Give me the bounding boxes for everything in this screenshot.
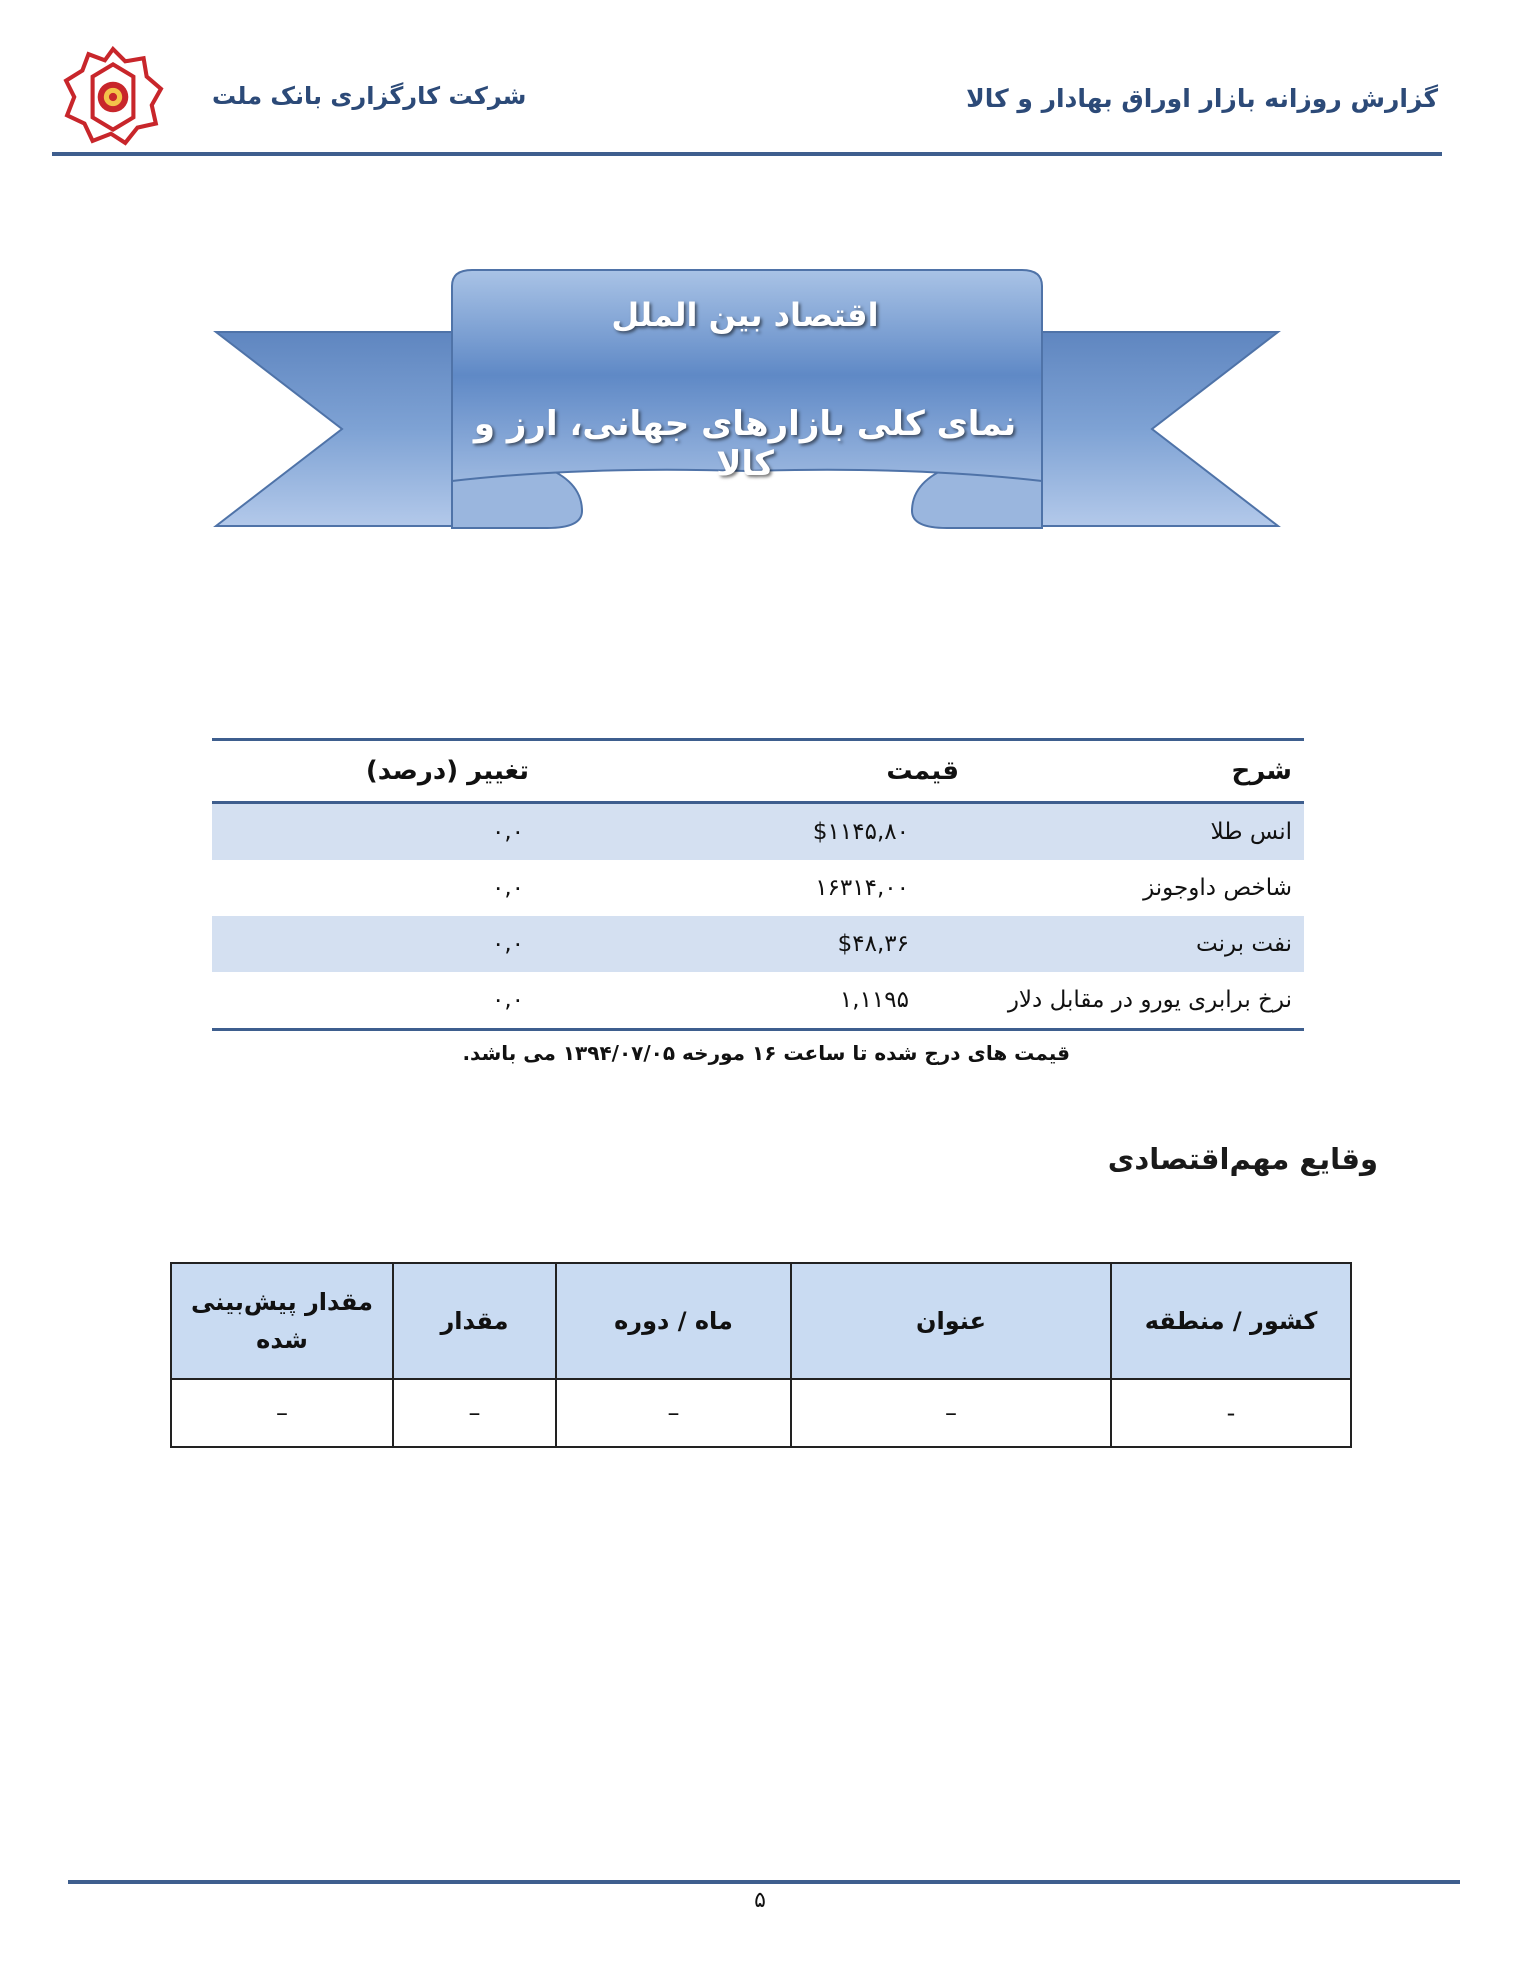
row-price: $۱۱۴۵,۸۰ [812,819,909,845]
price-note: قیمت های درج شده تا ساعت ۱۶ مورخه ۱۳۹۴/۰۷/۰۵ می باشد. [462,1041,1070,1065]
header-description: شرح [1231,756,1292,786]
header-change: تغییر (درصد) [365,756,529,786]
company-name: شرکت کارگزاری بانک ملت [212,82,527,110]
table-row [212,860,1304,916]
table-bottom-border [212,1028,1304,1031]
header-title: گزارش روزانه بازار اوراق بهادار و کالا [966,84,1438,113]
header-country: کشور / منطقه [1111,1263,1351,1379]
row-price: $۴۸,۳۶ [837,931,909,957]
header-rule [52,152,1442,156]
table-row [171,1379,1351,1447]
banner-title: اقتصاد بین الملل [611,296,879,334]
row-description: انس طلا [1210,819,1292,845]
events-title: وقایع مهم‌اقتصادی [1107,1142,1378,1176]
footer-rule [68,1880,1460,1884]
header-period: ماه / دوره [556,1263,791,1379]
page-number: ۵ [754,1888,766,1913]
row-change: ۰,۰ [491,987,524,1013]
table-row [212,804,1304,860]
row-change: ۰,۰ [491,875,524,901]
row-price: ۱,۱۱۹۵ [839,987,909,1013]
header-forecast: مقدار پیش‌بینی شده [171,1263,393,1379]
row-change: ۰,۰ [491,819,524,845]
events-table [170,1262,1352,1448]
row-change: ۰,۰ [491,931,524,957]
cell-subject: – [791,1379,1111,1447]
table-row [212,972,1304,1028]
markets-table [212,738,1304,1031]
company-logo [62,46,164,148]
row-description: نفت برنت [1195,931,1292,957]
row-description: نرخ برابری یورو در مقابل دلار [1007,987,1292,1013]
row-description: شاخص داوجونز [1143,875,1292,901]
header-subject: عنوان [791,1263,1111,1379]
table-row [212,916,1304,972]
header-amount: مقدار [393,1263,556,1379]
cell-amount: – [393,1379,556,1447]
header-price: قیمت [886,756,959,786]
row-price: ۱۶۳۱۴,۰۰ [815,875,909,901]
banner-subtitle: نمای کلی بازارهای جهانی، ارز و کالا [473,404,1017,484]
cell-period: – [556,1379,791,1447]
cell-forecast: – [171,1379,393,1447]
events-table-header [171,1263,1351,1379]
cell-country: - [1111,1379,1351,1447]
markets-table-header [212,741,1304,804]
